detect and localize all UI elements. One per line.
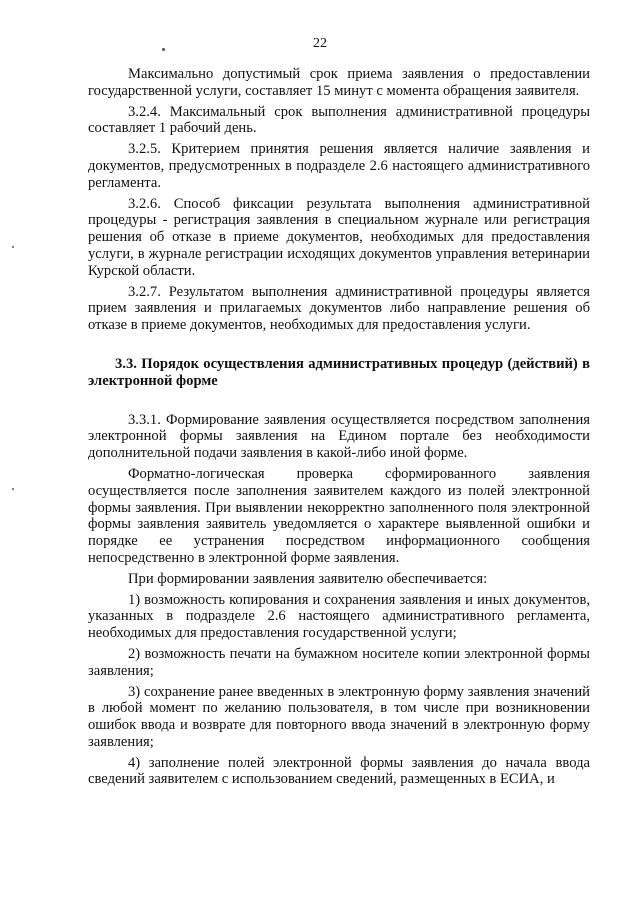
- paragraph-3-2-7: 3.2.7. Результатом выполнения административной процедуры является прием заявления и прилагаемых документов либо направление решения об отказе в приеме документов, необходимых для предоставления услуги.: [88, 283, 590, 334]
- section-heading-3-3: 3.3. Порядок осуществления административных процедур (действий) в электронной форме: [88, 355, 590, 389]
- paragraph-3-3-1: 3.3.1. Формирование заявления осуществляется посредством заполнения электронной формы заявления на Едином портале без необходимости дополнительной подачи заявления в какой-либо иной форме.: [88, 411, 590, 462]
- paragraph-3-2-5: 3.2.5. Критерием принятия решения является наличие заявления и документов, предусмотренных в подразделе 2.6 настоящего административного регламента.: [88, 141, 590, 191]
- list-item-4: 4) заполнение полей электронной формы заявления до начала ввода сведений заявителем с использованием сведений, размещенных в ЕСИА, и: [88, 754, 590, 788]
- page-number: 22: [313, 36, 327, 51]
- scan-speck: [162, 48, 165, 51]
- scan-speck: [12, 246, 14, 248]
- list-item-2: 2) возможность печати на бумажном носителе копии электронной формы заявления;: [88, 645, 590, 679]
- scan-speck: [12, 488, 14, 490]
- paragraph-intake-time: Максимально допустимый срок приема заявления о предоставлении государственной услуги, составляет 15 минут с момента обращения заявителя.: [88, 66, 590, 99]
- paragraph-3-2-6: 3.2.6. Способ фиксации результата выполнения административной процедуры - регистрация заявления в специальном журнале или регистрация решения об отказе в приеме документов, необходимых для предоставления услуги, в журнале регистрации исходящих документов управления ветеринарии Курской области.: [88, 195, 590, 279]
- paragraph-provided-list-intro: При формировании заявления заявителю обеспечивается:: [128, 570, 488, 587]
- list-item-1: 1) возможность копирования и сохранения заявления и иных документов, указанных в подразделе 2.6 настоящего административного регламента, необходимых для предоставления государственной услуги;: [88, 591, 590, 642]
- document-body: [88, 66, 590, 788]
- paragraph-format-check: Форматно-логическая проверка сформированного заявления осуществляется после заполнения заявителем каждого из полей электронной формы заявления. При выявлении некорректно заполненного поля электронной формы заявления заявитель уведомляется о характере выявленной ошибки и порядке ее устранения посредством информационного сообщения непосредственно в электронной форме заявления.: [88, 465, 590, 566]
- list-item-3: 3) сохранение ранее введенных в электронную форму заявления значений в любой момент по желанию пользователя, в том числе при возникновении ошибок ввода и возврате для повторного ввода значений в электронную форму заявления;: [88, 683, 590, 750]
- paragraph-3-2-4: 3.2.4. Максимальный срок выполнения административной процедуры составляет 1 рабочий день.: [88, 103, 590, 137]
